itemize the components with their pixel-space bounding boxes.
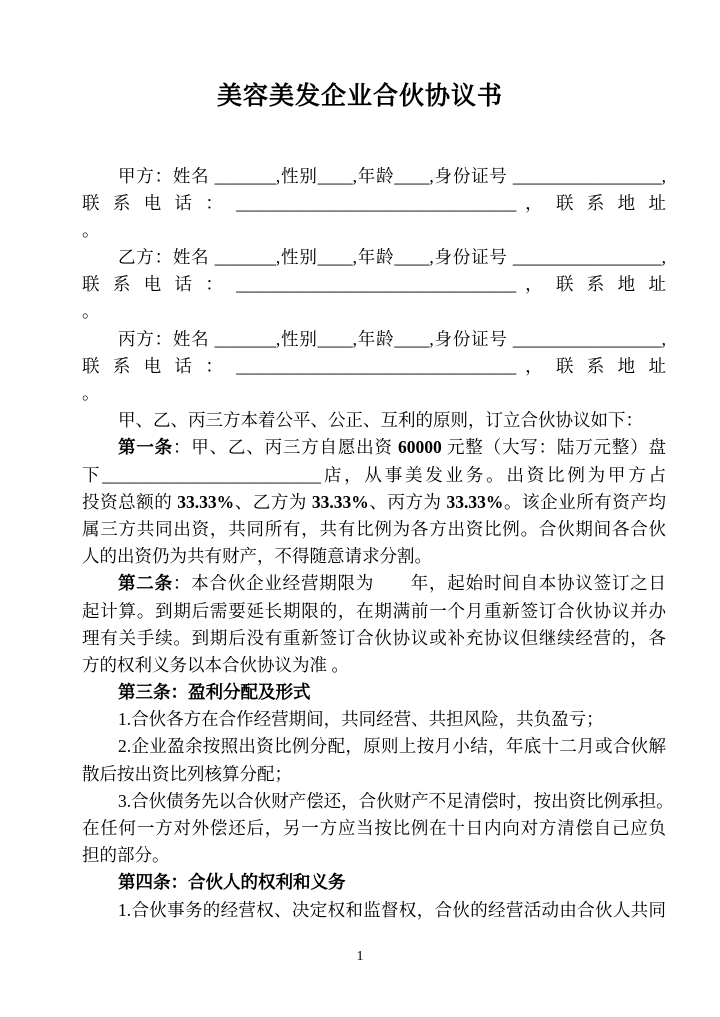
doc-text: 元整（大写：陆万元整）盘 bbox=[441, 437, 667, 458]
doc-line bbox=[82, 190, 666, 217]
document-title: 美容美发企业合伙协议书 bbox=[216, 82, 503, 110]
doc-text: 甲、乙、丙三方本着公平、公正、互利的原则，订立合伙协议如下： bbox=[118, 410, 643, 431]
doc-text: 3.合伙债务先以合伙财产偿还，合伙财产不足清偿时，按出资比例承担。 bbox=[118, 790, 674, 811]
doc-line bbox=[82, 761, 666, 788]
doc-line bbox=[82, 652, 666, 679]
doc-line bbox=[82, 733, 666, 760]
doc-text: 下_________________________店，从事美发业务。出资比例为甲方占 bbox=[82, 464, 666, 485]
doc-line bbox=[82, 897, 666, 924]
doc-text: 在任何一方对外偿还后，另一方应当按比例在十日内向对方清偿自己应负 bbox=[82, 818, 666, 838]
doc-line bbox=[82, 869, 666, 896]
doc-text: 、丙方为 bbox=[368, 491, 447, 512]
doc-text: 理有关手续。到期后没有重新签订合伙协议或补充协议但继续经营的，各 bbox=[82, 627, 666, 648]
doc-text: 联 系 电 话 ： ________________________________ ， 联 系 地 址 bbox=[82, 274, 666, 295]
doc-text: 。 bbox=[82, 301, 100, 322]
doc-line bbox=[82, 407, 666, 434]
doc-text-bold: 33.33% bbox=[177, 491, 235, 512]
doc-line bbox=[82, 625, 666, 652]
doc-text-bold: 第一条 bbox=[118, 437, 173, 458]
doc-text: 丙方：姓名 _______,性别____,年龄____,身份证号 _________________, bbox=[118, 328, 666, 349]
doc-text: 、乙方为 bbox=[234, 491, 312, 512]
doc-text: ：甲、乙、丙三方自愿出资 bbox=[172, 437, 399, 458]
doc-text: 。 bbox=[82, 219, 100, 240]
doc-line bbox=[82, 380, 666, 407]
doc-line bbox=[82, 788, 674, 815]
doc-line bbox=[82, 353, 666, 380]
doc-text: 甲方：姓名 _______,性别____,年龄____,身份证号 _________________, bbox=[118, 165, 666, 186]
doc-line bbox=[82, 217, 666, 244]
doc-text: 方的权利义务以本合伙协议为准 。 bbox=[82, 654, 349, 675]
doc-text: 2.企业盈余按照出资比例分配，原则上按月小结，年底十二月或合伙解 bbox=[118, 736, 666, 757]
doc-text: 属三方共同出资，共同所有，共有比例为各方出资比例。合伙期间各合伙 bbox=[82, 518, 666, 539]
doc-text: 人的出资仍为共有财产，不得随意请求分割。 bbox=[82, 546, 432, 567]
doc-line bbox=[82, 326, 666, 353]
doc-text: 联 系 电 话 ： ________________________________ ， 联 系 地 址 bbox=[82, 192, 666, 213]
doc-line bbox=[82, 434, 666, 461]
doc-line bbox=[82, 679, 666, 706]
doc-line bbox=[82, 489, 666, 516]
page-number: 1 bbox=[356, 949, 364, 964]
doc-text-bold: 第四条：合伙人的权利和义务 bbox=[118, 872, 346, 893]
doc-line bbox=[82, 163, 666, 190]
doc-text: 乙方：姓名 _______,性别____,年龄____,身份证号 _________________, bbox=[118, 247, 666, 268]
doc-line bbox=[82, 271, 666, 298]
doc-text-bold: 60000 bbox=[398, 437, 442, 458]
doc-text: 投资总额的 bbox=[82, 491, 178, 512]
doc-line bbox=[82, 298, 666, 325]
doc-text: 1.合伙各方在合作经营期间，共同经营、共担风险，共负盈亏； bbox=[118, 709, 604, 730]
doc-line bbox=[82, 842, 666, 869]
document-body bbox=[82, 163, 674, 924]
doc-text: 起计算。到期后需要延长期限的，在期满前一个月重新签订合伙协议并办 bbox=[82, 600, 666, 621]
doc-text-bold: 第三条：盈利分配及形式 bbox=[118, 682, 311, 703]
doc-line bbox=[82, 598, 666, 625]
doc-text-bold: 33.33% bbox=[446, 491, 504, 512]
doc-text: 。 bbox=[82, 383, 100, 403]
doc-line bbox=[82, 570, 666, 597]
doc-line bbox=[82, 516, 666, 543]
doc-text: 1.合伙事务的经营权、决定权和监督权，合伙的经营活动由合伙人共同 bbox=[118, 899, 666, 920]
doc-text: ：本合伙企业经营期限为 年，起始时间自本协议签订之日 bbox=[172, 573, 667, 594]
doc-text-bold: 第二条 bbox=[118, 573, 173, 594]
doc-text: 担的部分。 bbox=[82, 845, 170, 866]
doc-text-bold: 33.33% bbox=[311, 491, 369, 512]
doc-text: 。该企业所有资产均 bbox=[503, 491, 667, 512]
doc-line bbox=[82, 815, 666, 842]
doc-text: 联 系 电 话 ： ________________________________ ， 联 系 地 址 bbox=[82, 355, 666, 376]
doc-line bbox=[82, 543, 666, 570]
doc-line bbox=[82, 462, 666, 489]
doc-line bbox=[82, 706, 666, 733]
doc-line bbox=[82, 244, 666, 271]
doc-text: 散后按出资比列核算分配； bbox=[82, 763, 292, 784]
